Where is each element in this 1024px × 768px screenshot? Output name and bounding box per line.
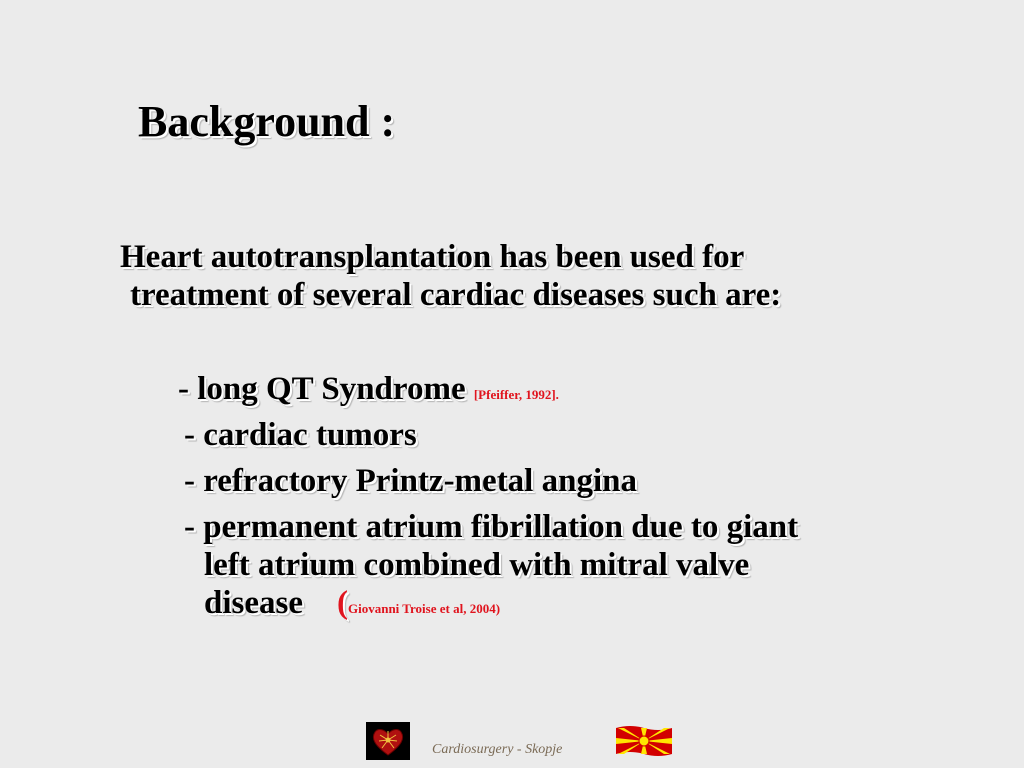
- list-item-printzmetal-angina: - refractory Printz-metal angina: [184, 463, 637, 499]
- intro-line-2: treatment of several cardiac diseases such are:: [130, 277, 782, 313]
- list-item-line-2: left atrium combined with mitral valve: [204, 547, 750, 583]
- list-item-atrium-fibrillation: [184, 508, 798, 628]
- list-item-line-1: - permanent atrium fibrillation due to giant: [184, 509, 799, 545]
- citation-open-paren: (: [337, 585, 348, 621]
- slide-title: Background :: [138, 97, 396, 146]
- intro-paragraph: [120, 238, 940, 314]
- footer-caption: Cardiosurgery - Skopje: [432, 742, 563, 757]
- citation-troise: Giovanni Troise et al, 2004): [348, 601, 501, 616]
- list-item-text: - long QT Syndrome: [178, 371, 466, 407]
- list-item-line-3: [184, 584, 798, 628]
- macedonia-flag-icon: [614, 724, 674, 758]
- intro-line-1: Heart autotransplantation has been used for: [120, 239, 745, 275]
- list-item-word: disease: [204, 585, 303, 621]
- citation-pfeiffer: [Pfeiffer, 1992].: [473, 387, 559, 402]
- heart-logo-icon: [366, 722, 410, 760]
- list-item-long-qt: [178, 370, 559, 414]
- list-item-cardiac-tumors: - cardiac tumors: [184, 417, 417, 453]
